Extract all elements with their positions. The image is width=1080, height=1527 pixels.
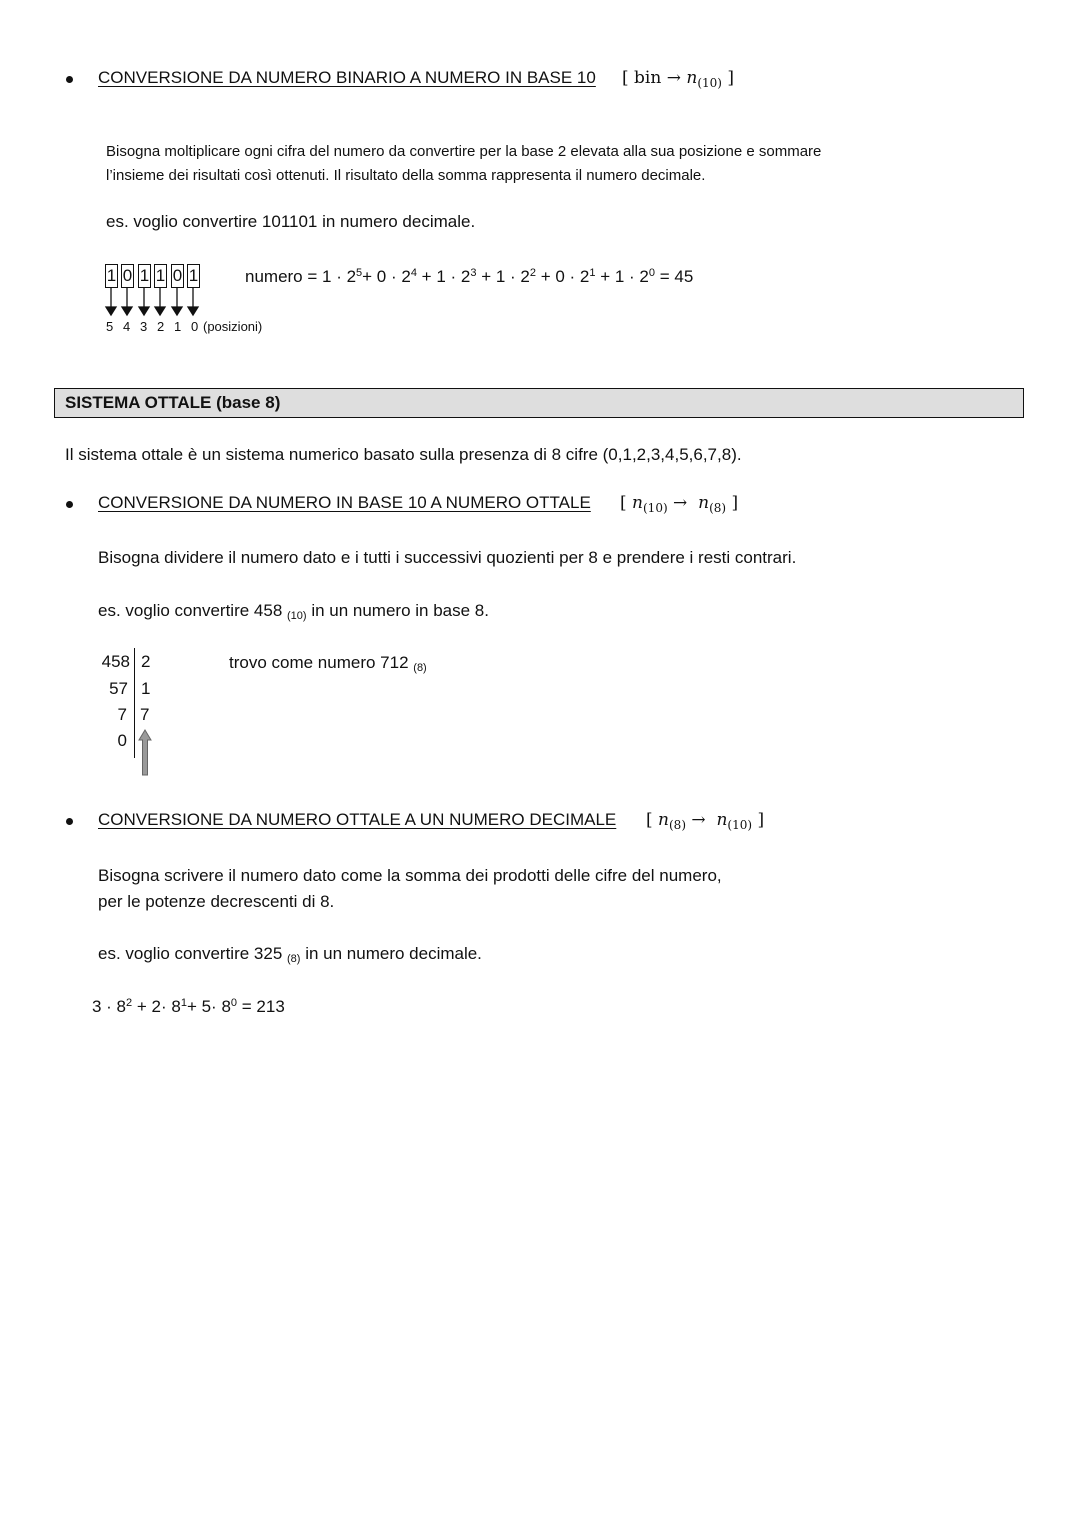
arrow-down-icon bbox=[122, 307, 132, 315]
binary-formula-n: n bbox=[686, 68, 698, 88]
dec-to-oct-formula bbox=[620, 493, 738, 515]
oct-to-dec-rule-line-2: per le potenze decrescenti di 8. bbox=[98, 892, 335, 911]
example-text: es. voglio convertire 458 bbox=[98, 601, 283, 620]
binary-rule-line-2: l’insieme dei risultati così ottenuti. Il risultato della somma rappresenta il numero decimale. bbox=[106, 167, 706, 184]
arrow-down-icon bbox=[155, 307, 165, 315]
binary-calc-prefix: numero = 1 · 2 bbox=[245, 267, 357, 286]
octal-section-title: SISTEMA OTTALE (base 8) bbox=[54, 388, 1024, 418]
bullet-dec-to-oct bbox=[66, 501, 73, 508]
binary-digit-box: 0 bbox=[121, 264, 134, 288]
remainder: 1 bbox=[141, 679, 151, 698]
formula-arrow: → bbox=[673, 493, 688, 513]
binary-rule-line-1: Bisogna moltiplicare ogni cifra del numero da convertire per la base 2 elevata alla sua posizione e sommare bbox=[106, 143, 822, 160]
quotient: 458 bbox=[101, 652, 130, 671]
formula-close: ] bbox=[731, 493, 739, 513]
example-text: in un numero decimale. bbox=[305, 944, 482, 963]
example-text: in un numero in base 8. bbox=[311, 601, 489, 620]
formula-sub: (8) bbox=[669, 818, 686, 832]
dec-to-oct-heading: CONVERSIONE DA NUMERO IN BASE 10 A NUMERO OTTALE bbox=[98, 493, 591, 512]
arrow-down-icon bbox=[172, 307, 182, 315]
result-text: trovo come numero 712 bbox=[229, 653, 409, 672]
quotient: 57 bbox=[109, 679, 128, 698]
position-number: 3 bbox=[140, 319, 148, 334]
position-number: 1 bbox=[174, 319, 182, 334]
dec-to-oct-example bbox=[98, 598, 489, 629]
quotient: 0 bbox=[117, 731, 127, 750]
oct-to-dec-calculation: $3 \cdot 8^2 + 2\cdot 8^1+ 5\cdot 8^0 = 213$ bbox=[92, 997, 285, 1016]
division-line bbox=[134, 648, 135, 758]
formula-n: n bbox=[658, 810, 669, 830]
position-number: 5 bbox=[106, 319, 114, 334]
formula-n: n bbox=[698, 493, 710, 513]
binary-digit-box: 1 bbox=[105, 264, 118, 288]
binary-digit-box: 1 bbox=[187, 264, 200, 288]
binary-calc-result: = 45 bbox=[659, 267, 694, 286]
oct-to-dec-rule-line-1: Bisogna scrivere il numero dato come la somma dei prodotti delle cifre del numero, bbox=[98, 866, 722, 885]
arrow-down-icon bbox=[139, 307, 149, 315]
arrow-down-icon bbox=[188, 307, 198, 315]
example-text: es. voglio convertire 325 bbox=[98, 944, 283, 963]
remainder: 7 bbox=[140, 705, 150, 724]
remainder: 2 bbox=[141, 652, 151, 671]
oct-to-dec-formula bbox=[646, 810, 764, 832]
formula-arrow: → bbox=[691, 810, 706, 830]
binary-digit-box: 0 bbox=[171, 264, 184, 288]
formula-open: [ bbox=[620, 493, 627, 513]
calc-prefix: 3 · 8 bbox=[92, 997, 127, 1016]
position-number: 0 bbox=[191, 319, 199, 334]
formula-n: n bbox=[632, 493, 643, 513]
binary-conversion-heading: CONVERSIONE DA NUMERO BINARIO A NUMERO IN BASE 10 bbox=[98, 68, 596, 87]
positions-label: (posizioni) bbox=[203, 319, 263, 334]
calc-result: = 213 bbox=[241, 997, 285, 1016]
binary-formula-open: [ bin → bbox=[622, 68, 681, 88]
oct-to-dec-heading: CONVERSIONE DA NUMERO OTTALE A UN NUMERO DECIMALE bbox=[98, 810, 617, 829]
formula-sub: (8) bbox=[709, 501, 727, 515]
binary-digit-box: 1 bbox=[138, 264, 151, 288]
binary-formula-sub: (10) bbox=[697, 76, 722, 90]
formula-sub: (10) bbox=[727, 818, 753, 832]
position-number: 4 bbox=[123, 319, 131, 334]
example-subscript: (8) bbox=[287, 953, 301, 965]
oct-to-dec-example bbox=[98, 941, 482, 972]
formula-n: n bbox=[716, 810, 728, 830]
result-subscript: (8) bbox=[413, 662, 427, 674]
binary-formula bbox=[622, 68, 734, 90]
formula-close: ] bbox=[757, 810, 765, 830]
position-number: 2 bbox=[157, 319, 165, 334]
binary-calculation: numero = $1 \cdot 2^5+ 0 \cdot 2^4 + 1 \cdot 2^3 + 1 \cdot 2^2 + 0 \cdot 2^1 + 1 \cdot 2^0 = 45$ bbox=[245, 267, 694, 286]
bullet-oct-to-dec bbox=[66, 818, 73, 825]
octal-result bbox=[229, 650, 427, 681]
binary-digit-box: 1 bbox=[154, 264, 167, 288]
arrow-up-icon bbox=[137, 729, 153, 777]
binary-example: es. voglio convertire 101101 in numero decimale. bbox=[106, 212, 476, 231]
example-subscript: (10) bbox=[287, 610, 307, 622]
binary-formula-close: ] bbox=[727, 68, 734, 88]
formula-open: [ bbox=[646, 810, 653, 830]
dec-to-oct-rule: Bisogna dividere il numero dato e i tutti i successivi quozienti per 8 e prendere i resti contrari. bbox=[98, 548, 797, 567]
octal-intro: Il sistema ottale è un sistema numerico basato sulla presenza di 8 cifre (0,1,2,3,4,5,6,7,8). bbox=[65, 445, 742, 464]
position-arrows bbox=[100, 288, 210, 318]
arrow-down-icon bbox=[106, 307, 116, 315]
quotient: 7 bbox=[117, 705, 127, 724]
bullet-binary-heading bbox=[66, 76, 73, 83]
formula-sub: (10) bbox=[643, 501, 668, 515]
